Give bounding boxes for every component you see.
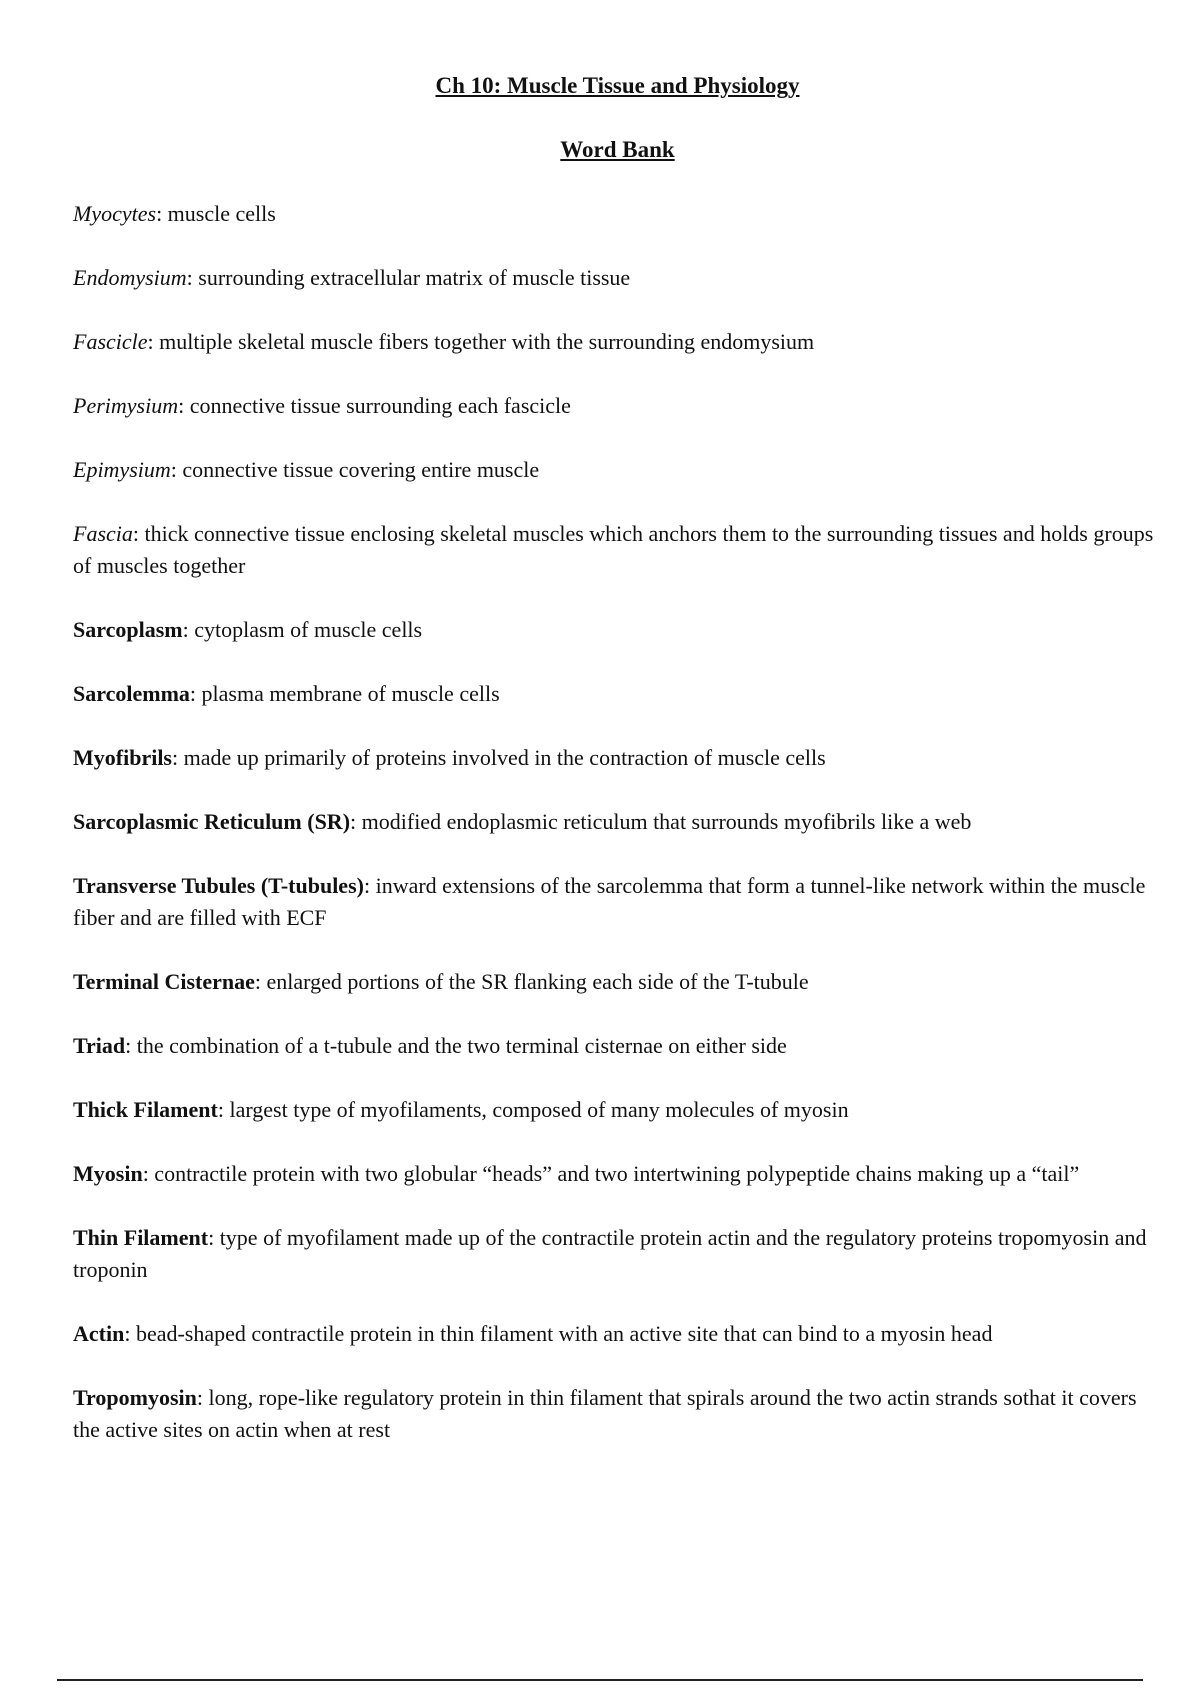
entry-thin-filament xyxy=(73,1222,1163,1286)
entry-term: Thick Filament xyxy=(73,1097,218,1122)
entry-fascia xyxy=(73,518,1163,582)
entry-term: Tropomyosin xyxy=(73,1385,197,1410)
entry-term: Transverse Tubules (T-tubules) xyxy=(73,873,364,898)
entry-definition: : long, rope-like regulatory protein in thin filament that spirals around the two actin strands sothat it covers the active sites on actin when at rest xyxy=(73,1385,1137,1442)
entry-fascicle xyxy=(73,326,1163,358)
entry-term: Thin Filament xyxy=(73,1225,209,1250)
entry-term: Myosin xyxy=(73,1161,143,1186)
entry-term: Myofibrils xyxy=(73,745,172,770)
entry-definition: : contractile protein with two globular “heads” and two intertwining polypeptide chains making up a “tail” xyxy=(142,1161,1080,1186)
entry-definition: : enlarged portions of the SR flanking each side of the T-tubule xyxy=(254,969,809,994)
entry-actin xyxy=(73,1318,1163,1350)
entry-term: Fascia xyxy=(73,521,133,546)
entry-definition: : surrounding extracellular matrix of muscle tissue xyxy=(186,265,631,290)
entry-term: Myocytes xyxy=(73,201,157,226)
entry-definition: : the combination of a t-tubule and the two terminal cisternae on either side xyxy=(125,1033,787,1058)
entry-epimysium xyxy=(73,454,1163,486)
entry-terminal-cisternae xyxy=(73,966,1163,998)
entry-perimysium xyxy=(73,390,1163,422)
entry-term: Sarcoplasm xyxy=(73,617,183,642)
entry-definition: : modified endoplasmic reticulum that surrounds myofibrils like a web xyxy=(350,809,972,834)
entry-endomysium xyxy=(73,262,1163,294)
entry-term: Actin xyxy=(73,1321,125,1346)
entry-term: Epimysium xyxy=(73,457,171,482)
entry-definition: : connective tissue covering entire muscle xyxy=(170,457,540,482)
entry-transverse-tubules xyxy=(73,870,1163,934)
entry-definition: : thick connective tissue enclosing skeletal muscles which anchors them to the surrounding tissues and holds groups of muscles together xyxy=(73,521,1154,578)
entry-term: Terminal Cisternae xyxy=(73,969,255,994)
entry-sarcolemma xyxy=(73,678,1163,710)
entry-definition: : connective tissue surrounding each fascicle xyxy=(178,393,571,418)
entry-term: Triad xyxy=(73,1033,126,1058)
entry-sarcoplasm xyxy=(73,614,1163,646)
entry-term: Endomysium xyxy=(73,265,187,290)
entry-tropomyosin xyxy=(73,1382,1163,1446)
entry-term: Sarcoplasmic Reticulum (SR) xyxy=(73,809,351,834)
entry-triad xyxy=(73,1030,1163,1062)
entry-myofibrils xyxy=(73,742,1163,774)
entry-thick-filament xyxy=(73,1094,1163,1126)
entry-definition: : inward extensions of the sarcolemma that form a tunnel-like network within the muscle fiber and are filled with ECF xyxy=(73,873,1146,930)
footer-divider xyxy=(57,1679,1143,1681)
entry-definition: : type of myofilament made up of the contractile protein actin and the regulatory proteins tropomyosin and troponin xyxy=(73,1225,1147,1282)
entry-term: Perimysium xyxy=(73,393,179,418)
entry-definition: : bead-shaped contractile protein in thin filament with an active site that can bind to a myosin head xyxy=(124,1321,993,1346)
entry-definition: : multiple skeletal muscle fibers together with the surrounding endomysium xyxy=(147,329,815,354)
entry-definition: : made up primarily of proteins involved in the contraction of muscle cells xyxy=(172,745,826,770)
entry-term: Sarcolemma xyxy=(73,681,190,706)
entry-myosin xyxy=(73,1158,1163,1190)
section-heading-word-bank: Word Bank xyxy=(560,137,675,162)
entry-term: Fascicle xyxy=(73,329,148,354)
entry-definition: : largest type of myofilaments, composed of many molecules of myosin xyxy=(217,1097,849,1122)
entry-definition: : cytoplasm of muscle cells xyxy=(182,617,423,642)
entry-definition: : plasma membrane of muscle cells xyxy=(189,681,500,706)
word-bank-list xyxy=(73,198,1163,1478)
entry-sarcoplasmic-reticulum xyxy=(73,806,1163,838)
page-title: Ch 10: Muscle Tissue and Physiology xyxy=(435,73,800,98)
entry-myocytes xyxy=(73,198,1163,230)
entry-definition: : muscle cells xyxy=(156,201,276,226)
